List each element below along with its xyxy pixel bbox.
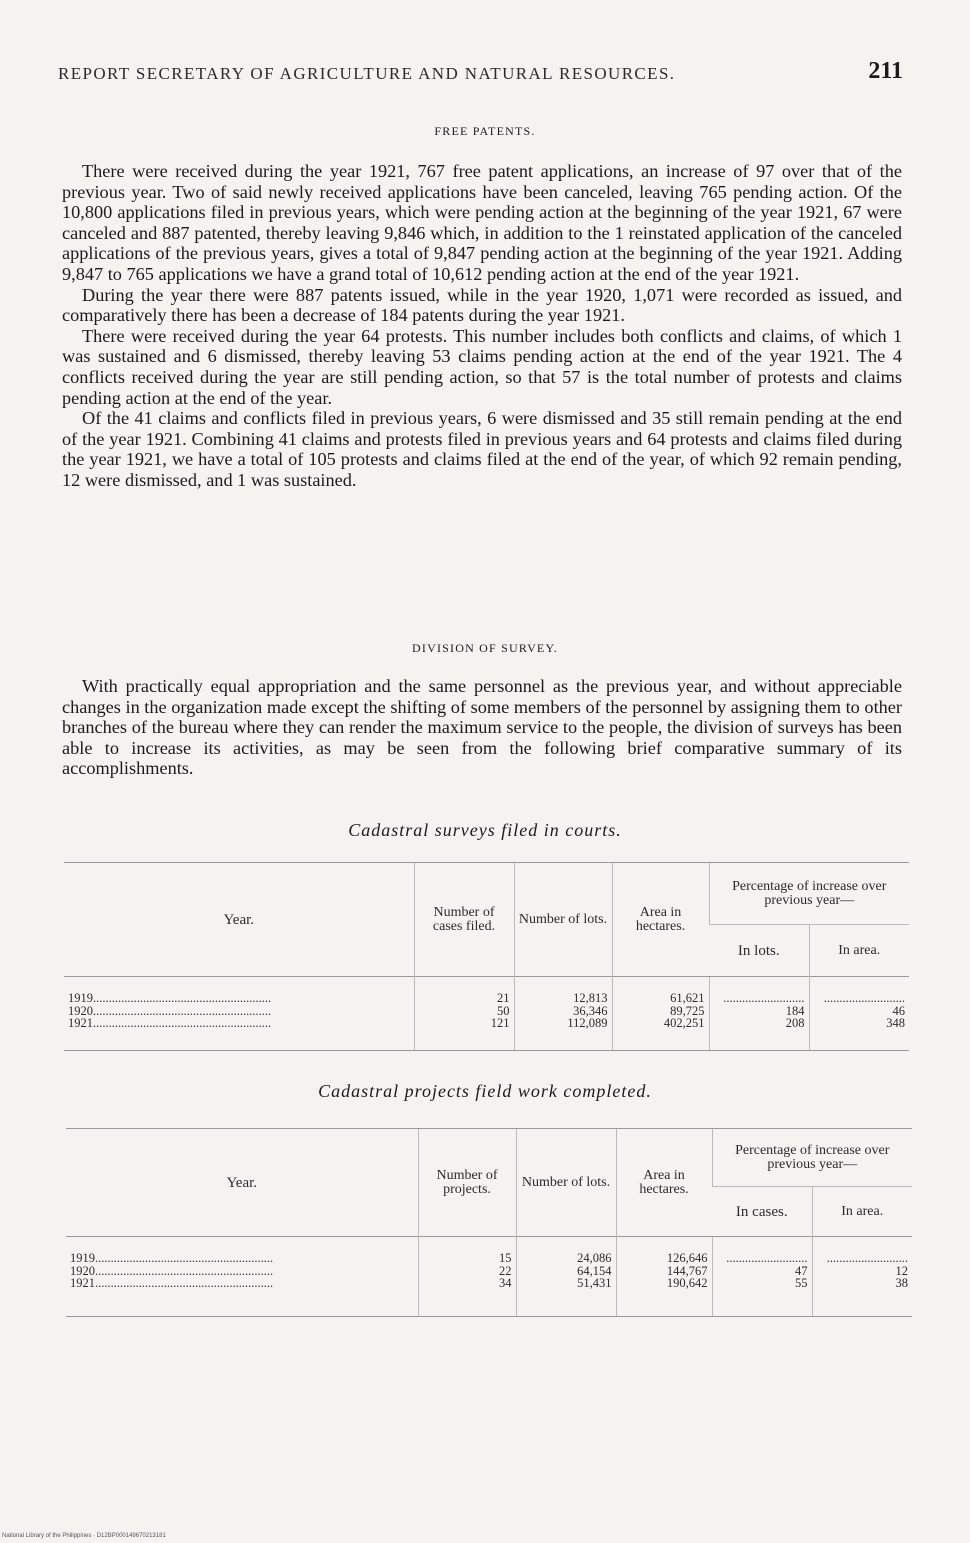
paragraph: There were received during the year 64 protests. This number includes both conflicts and claims, of which 1 was sustained and 6 dismissed, thereby leaving 53 claims pending action at the end of the year 1921. The 4 conflicts received during the year are still pending action, so that 57 is the total number of protests and claims pending action at the end of the year. bbox=[62, 325, 902, 408]
cadastral-surveys-table bbox=[64, 862, 909, 1051]
division-of-survey-heading: DIVISION OF SURVEY. bbox=[412, 641, 558, 655]
table1-caption: Cadastral surveys filed in courts. bbox=[348, 820, 622, 840]
page-header bbox=[58, 58, 903, 84]
lots-cell: 12,813 36,346 112,089 bbox=[514, 977, 612, 1051]
pct-area-header: In area. bbox=[812, 1187, 912, 1237]
page-number: 211 bbox=[868, 58, 903, 84]
pct-lots-header: In lots. bbox=[709, 925, 809, 977]
cases-header: Number of cases filed. bbox=[414, 863, 514, 977]
cases-cell: 21 50 121 bbox=[414, 977, 514, 1051]
pct-cases-header: In cases. bbox=[712, 1187, 812, 1237]
pct-area-header: In area. bbox=[809, 925, 909, 977]
lots-header: Number of lots. bbox=[516, 1129, 616, 1237]
paragraph: There were received during the year 1921, 767 free patent applications, an increase of 97 over that of the previous year. Two of said newly received applications have been canceled, leaving 765 pending action. Of the 10,800 applications filed in previous years, which were pending action at the beginning of the year 1921, 67 were canceled and 887 patented, thereby leaving 9,846 which, in addition to the 1 reinstated application of the canceled applications of the previous years, gives a total of 9,847 pending action at the beginning of the year 1921. Adding 9,847 to 765 applications we have a grand total of 10,612 pending action at the end of the year 1921. bbox=[62, 161, 902, 284]
area-cell: 61,621 89,725 402,251 bbox=[612, 977, 709, 1051]
pct-cases-cell: .......................... 47 55 bbox=[712, 1237, 812, 1317]
lots-cell: 24,086 64,154 51,431 bbox=[516, 1237, 616, 1317]
area-header: Area in hectares. bbox=[612, 863, 709, 977]
pct-area-cell: .......................... 46 348 bbox=[809, 977, 909, 1051]
division-of-survey-section bbox=[62, 676, 902, 779]
percentage-header: Percentage of increase over previous year— bbox=[712, 1129, 912, 1187]
paragraph: With practically equal appropriation and the same personnel as the previous year, and without appreciable changes in the organization made except the shifting of some members of the personnel by assigning them to other branches of the bureau where they can render the maximum service to the people, the division of surveys has been able to increase its activities, as may be seen from the following brief comparative summary of its accomplishments. bbox=[62, 676, 902, 779]
percentage-header: Percentage of increase over previous year— bbox=[709, 863, 909, 925]
table-row bbox=[66, 1237, 912, 1317]
scan-footer: National Library of the Philippines · D12BP000149670213181 bbox=[2, 1533, 166, 1539]
table2-caption: Cadastral projects field work completed. bbox=[318, 1081, 652, 1101]
pct-area-cell: .......................... 12 38 bbox=[812, 1237, 912, 1317]
pct-lots-cell: .......................... 184 208 bbox=[709, 977, 809, 1051]
area-header: Area in hectares. bbox=[616, 1129, 712, 1237]
lots-header: Number of lots. bbox=[514, 863, 612, 977]
paragraph: Of the 41 claims and conflicts filed in previous years, 6 were dismissed and 35 still remain pending at the end of the year 1921. Combining 41 claims and protests filed in previous years and 64 protests and claims filed during the year 1921, we have a total of 105 protests and claims filed at the end of the year, of which 92 remain pending, 12 were dismissed, and 1 was sustained. bbox=[62, 408, 902, 490]
running-title: REPORT SECRETARY OF AGRICULTURE AND NATURAL RESOURCES. bbox=[58, 64, 676, 83]
cadastral-projects-table bbox=[66, 1128, 912, 1317]
projects-cell: 15 22 34 bbox=[418, 1237, 516, 1317]
projects-header: Number of projects. bbox=[418, 1129, 516, 1237]
year-header: Year. bbox=[66, 1129, 418, 1237]
free-patents-heading: FREE PATENTS. bbox=[434, 124, 536, 138]
area-cell: 126,646 144,767 190,642 bbox=[616, 1237, 712, 1317]
year-cell: 1919......................................................... 1920......................................................... 1921......................................................... bbox=[64, 977, 414, 1051]
free-patents-section bbox=[62, 161, 902, 491]
table-row bbox=[64, 977, 909, 1051]
year-header: Year. bbox=[64, 863, 414, 977]
paragraph: During the year there were 887 patents issued, while in the year 1920, 1,071 were recorded as issued, and comparatively there has been a decrease of 184 patents during the year 1921. bbox=[62, 284, 902, 326]
year-cell: 1919......................................................... 1920......................................................... 1921......................................................... bbox=[66, 1237, 418, 1317]
